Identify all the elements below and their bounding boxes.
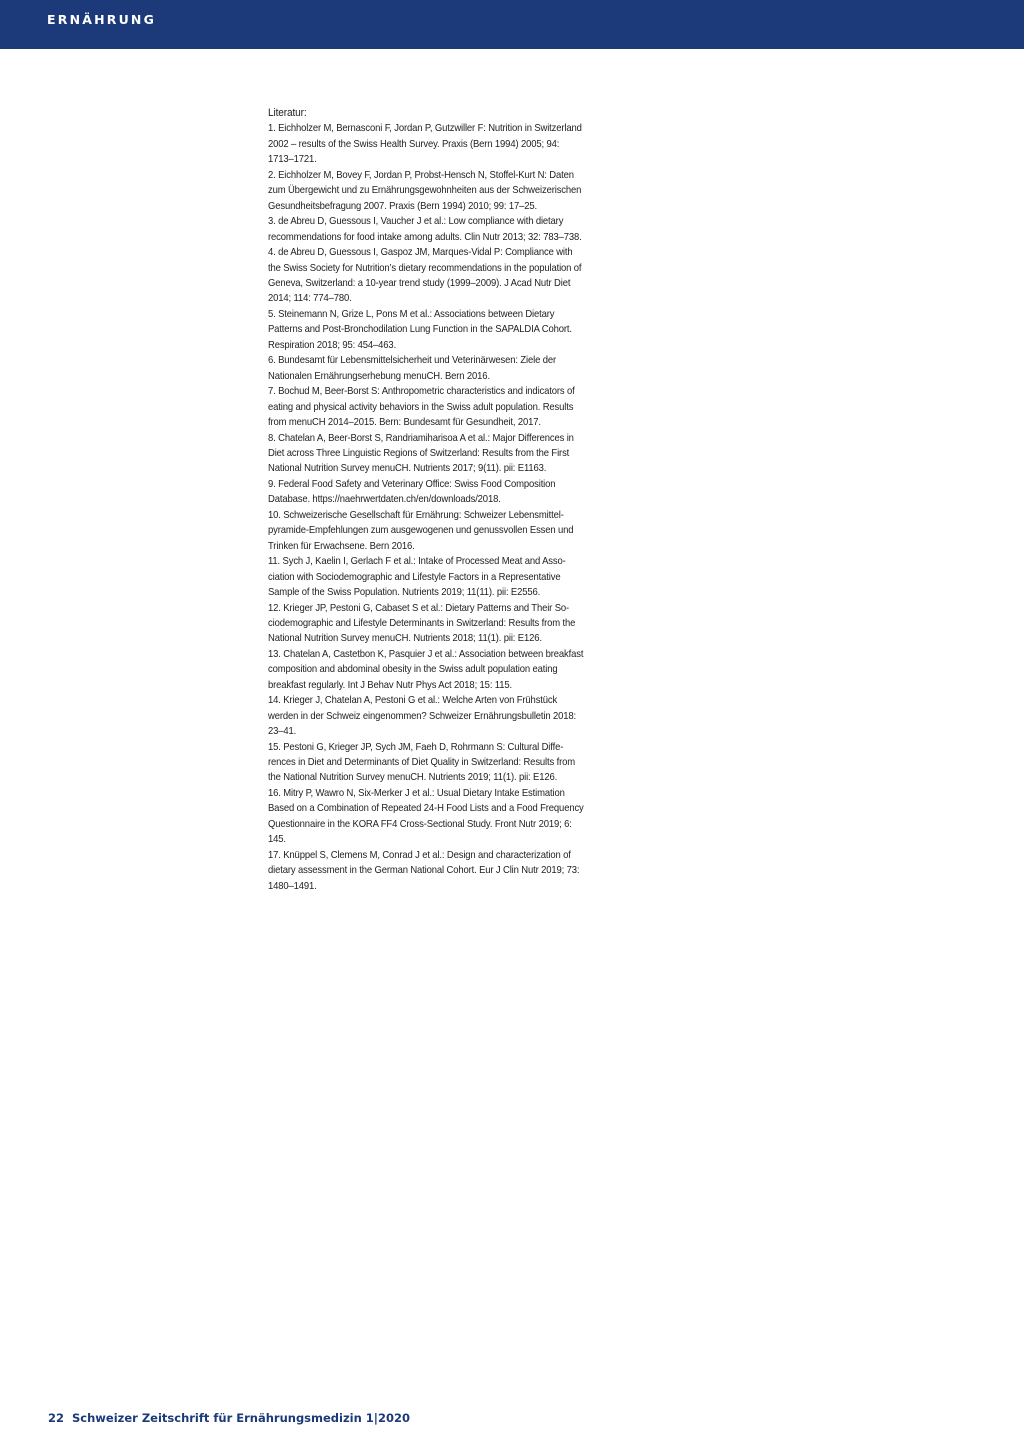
reference-item: 2. Eichholzer M, Bovey F, Jordan P, Probst-Hensch N, Stoffel-Kurt N: Daten zum Übergewicht und zu Ernährungsgewohnheiten aus der Schweizerischen Gesundheitsbefragung 2007. Praxis (Bern 1994) 2010; 99: 17–25.	[268, 169, 582, 212]
page-number: 22	[48, 1411, 65, 1425]
section-label: ERNÄHRUNG	[47, 12, 157, 27]
reference-item: 11. Sych J, Kaelin I, Gerlach F et al.: Intake of Processed Meat and Association with Sociodemographic and Lifestyle Factors in a Representative Sample of the Swiss Population. Nutrients 2019; 11(11). pii: E2556.	[268, 556, 566, 599]
reference-item: 7. Bochud M, Beer-Borst S: Anthropometric characteristics and indicators of eating and physical activity behaviors in the Swiss adult population. Results from menuCH 2014–2015. Bern: Bundesamt für Gesundheit, 2017.	[268, 386, 575, 429]
reference-item: 6. Bundesamt für Lebensmittelsicherheit und Veterinärwesen: Ziele der Nationalen Ernährungserhebung menuCH. Bern 2016.	[268, 355, 557, 382]
reference-item: 8. Chatelan A, Beer-Borst S, Randriamiharisoa A et al.: Major Differences in Diet across Three Linguistic Regions of Switzerland: Results from the First National Nutrition Survey menuCH. Nutrients 2017; 9(11). pii: E1163.	[268, 432, 574, 475]
reference-item: 10. Schweizerische Gesellschaft für Ernährung: Schweizer Lebensmittelpyramide-Empfehlungen zum ausgewogenen und genussvollen Essen und Trinken für Erwachsene. Bern 2016.	[268, 509, 574, 552]
reference-list-title: Literatur:	[268, 107, 307, 119]
reference-item: 5. Steinemann N, Grize L, Pons M et al.: Associations between Dietary Patterns and Post-Bronchodilation Lung Function in the SAPALDIA Cohort. Respiration 2018; 95: 454–463.	[268, 308, 572, 351]
header-bar	[0, 0, 1024, 49]
reference-item: 9. Federal Food Safety and Veterinary Office: Swiss Food Composition Database. https://naehrwertdaten.ch/en/downloads/2018.	[268, 478, 556, 506]
page-footer	[48, 1410, 410, 1426]
reference-item: 1. Eichholzer M, Bernasconi F, Jordan P, Gutzwiller F: Nutrition in Switzerland 2002 – results of the Swiss Health Survey. Praxis (Bern 1994) 2005; 94: 1713–1721.	[268, 123, 582, 166]
reference-item: 4. de Abreu D, Guessous I, Gaspoz JM, Marques-Vidal P: Compliance with the Swiss Society for Nutrition’s dietary recommendations in the population of Geneva, Switzerland: a 10-year trend study (1999–2009). J Acad Nutr Diet 2014; 114: 774–780.	[268, 247, 582, 305]
reference-item: 3. de Abreu D, Guessous I, Vaucher J et al.: Low compliance with dietary recommendations for food intake among adults. Clin Nutr 2013; 32: 783–738.	[268, 216, 582, 243]
reference-item: 17. Knüppel S, Clemens M, Conrad J et al.: Design and characterization of dietary assessment in the German National Cohort. Eur J Clin Nutr 2019; 73: 1480–1491.	[268, 849, 580, 892]
reference-item: 12. Krieger JP, Pestoni G, Cabaset S et al.: Dietary Patterns and Their Sociodemographic and Lifestyle Determinants in Switzerland: Results from the National Nutrition Survey menuCH. Nutrients 2018; 11(1). pii: E126.	[268, 602, 576, 645]
reference-list	[268, 106, 585, 894]
reference-item: 16. Mitry P, Wawro N, Six-Merker J et al.: Usual Dietary Intake Estimation Based on a Combination of Repeated 24-H Food Lists and a Food Frequency Questionnaire in the KORA FF4 Cross-Sectional Study. Front Nutr 2019; 6: 145.	[268, 787, 584, 846]
reference-item: 14. Krieger J, Chatelan A, Pestoni G et al.: Welche Arten von Frühstück werden in der Schweiz eingenommen? Schweizer Ernährungsbulletin 2018: 23–41.	[268, 695, 577, 738]
reference-item: 13. Chatelan A, Castetbon K, Pasquier J et al.: Association between breakfast composition and abdominal obesity in the Swiss adult population eating breakfast regularly. Int J Behav Nutr Phys Act 2018; 15: 115.	[268, 648, 584, 691]
journal-title: Schweizer Zeitschrift für Ernährungsmedizin 1|2020	[72, 1411, 411, 1425]
reference-item: 15. Pestoni G, Krieger JP, Sych JM, Faeh D, Rohrmann S: Cultural Differences in Diet and Determinants of Diet Quality in Switzerland: Results from the National Nutrition Survey menuCH. Nutrients 2019; 11(1). pii: E126.	[268, 741, 575, 784]
